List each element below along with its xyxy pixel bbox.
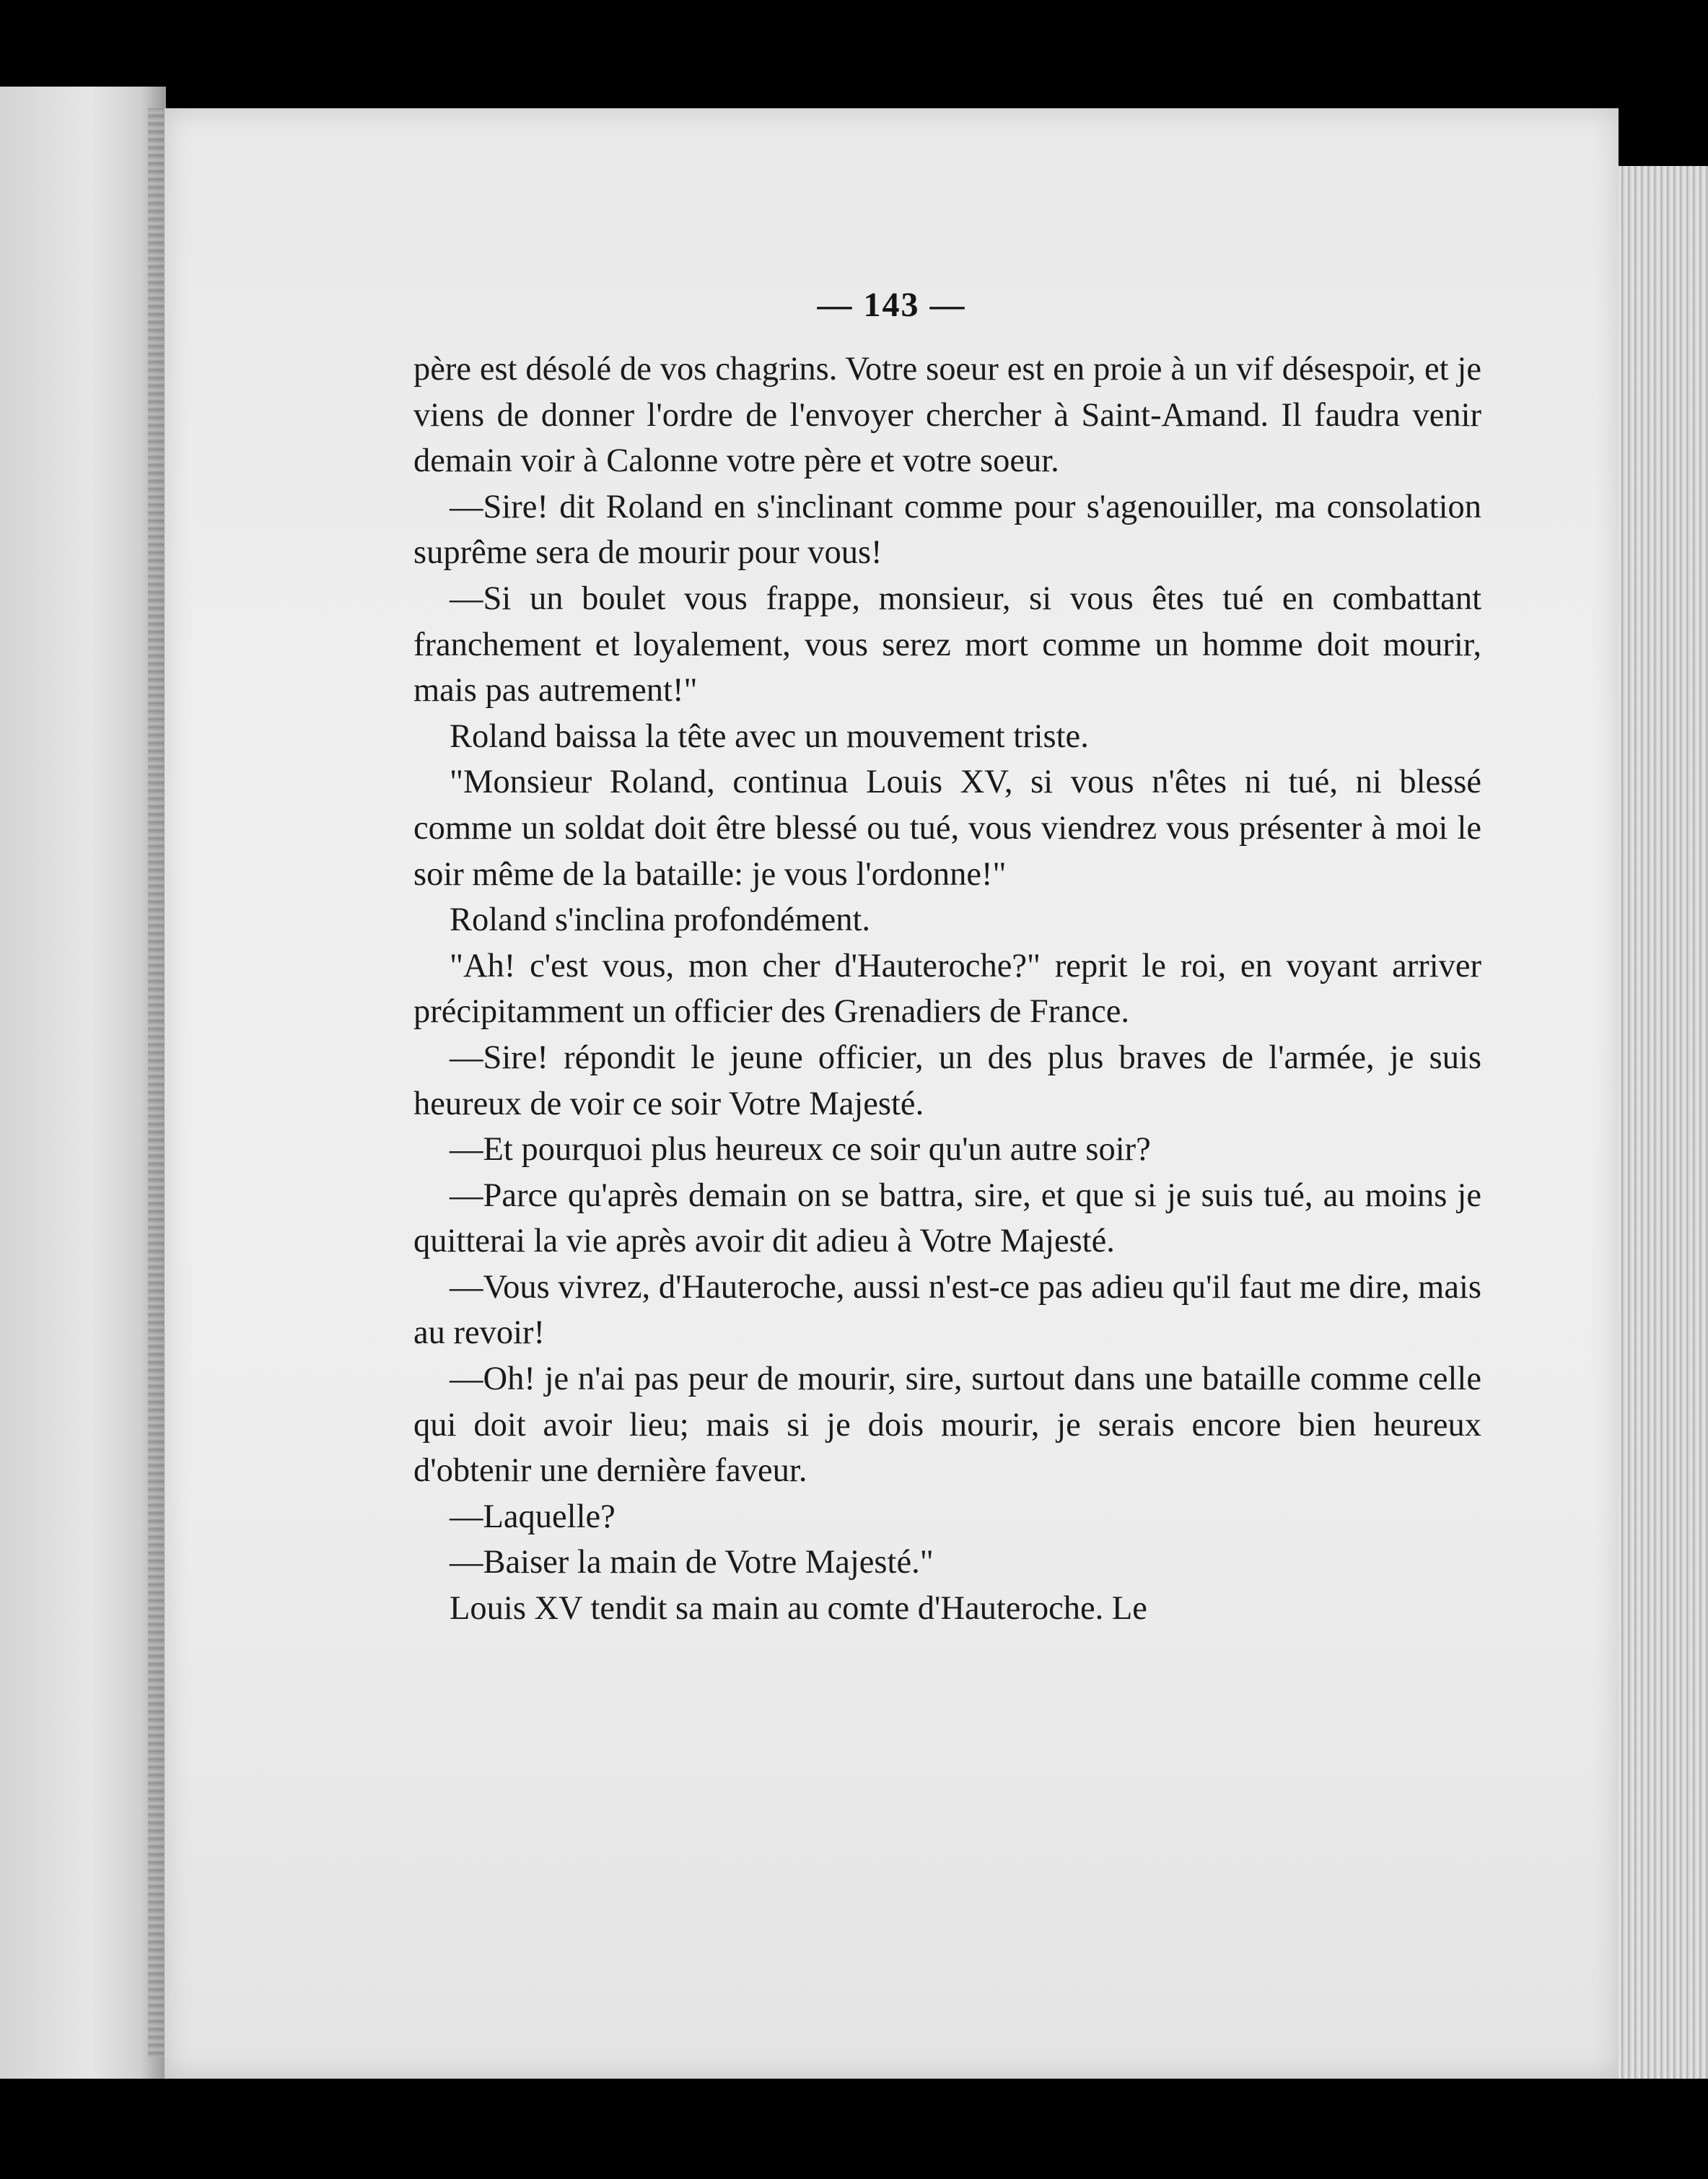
body-text [413,346,1481,1632]
paragraph-6: Roland s'inclina profondément. [450,901,871,939]
paragraph-13: —Laquelle? [450,1498,616,1535]
paragraph-7: "Ah! c'est vous, mon cher d'Hauteroche?" reprit le roi, en voyant arriver précipitamment un officier des Grenadiers de France. [413,947,1481,1031]
book-page [165,108,1619,2079]
paragraph-14: —Baiser la main de Votre Majesté." [450,1544,934,1581]
paragraph-4: Roland baissa la tête avec un mouvement triste. [450,717,1089,755]
paragraph-12: —Oh! je n'ai pas peur de mourir, sire, surtout dans une bataille comme celle qui doit avoir lieu; mais si je dois mourir, je serais encore bien heureux d'obtenir une dernière faveur. [413,1361,1481,1490]
paragraph-9: —Et pourquoi plus heureux ce soir qu'un autre soir? [450,1131,1151,1169]
paragraph-5: "Monsieur Roland, continua Louis XV, si vous n'êtes ni tué, ni blessé comme un soldat doit être blessé ou tué, vous viendrez vous présenter à moi le soir même de la bataille: je vous l'ordonne!" [413,764,1481,893]
right-page-stack [1616,166,1708,2079]
paragraph-15: Louis XV tendit sa main au comte d'Hauteroche. Le [450,1590,1147,1628]
page-number: — 143 — [817,286,966,324]
paragraph-2: —Sire! dit Roland en s'inclinant comme pour s'agenouiller, ma consolation suprême sera de mourir pour vous! [413,488,1481,572]
paragraph-11: —Vous vivrez, d'Hauteroche, aussi n'est-ce pas adieu qu'il faut me dire, mais au revoir! [413,1268,1481,1352]
paragraph-10: —Parce qu'après demain on se battra, sire, et que si je suis tué, au moins je quitterai la vie après avoir dit adieu à Votre Majesté. [413,1176,1481,1260]
left-page-edge [0,87,166,2079]
paragraph-1: père est désolé de vos chagrins. Votre soeur est en proie à un vif désespoir, et je viens de donner l'ordre de l'envoyer chercher à Saint-Amand. Il faudra venir demain voir à Calonne votre père et votre soeur. [413,351,1481,480]
binding-shadow [148,108,164,2057]
paragraph-8: —Sire! répondit le jeune officier, un des plus braves de l'armée, je suis heureux de voir ce soir Votre Majesté. [413,1039,1481,1122]
paragraph-3: —Si un boulet vous frappe, monsieur, si vous êtes tué en combattant franchement et loyalement, vous serez mort comme un homme doit mourir, mais pas autrement!" [413,580,1481,709]
